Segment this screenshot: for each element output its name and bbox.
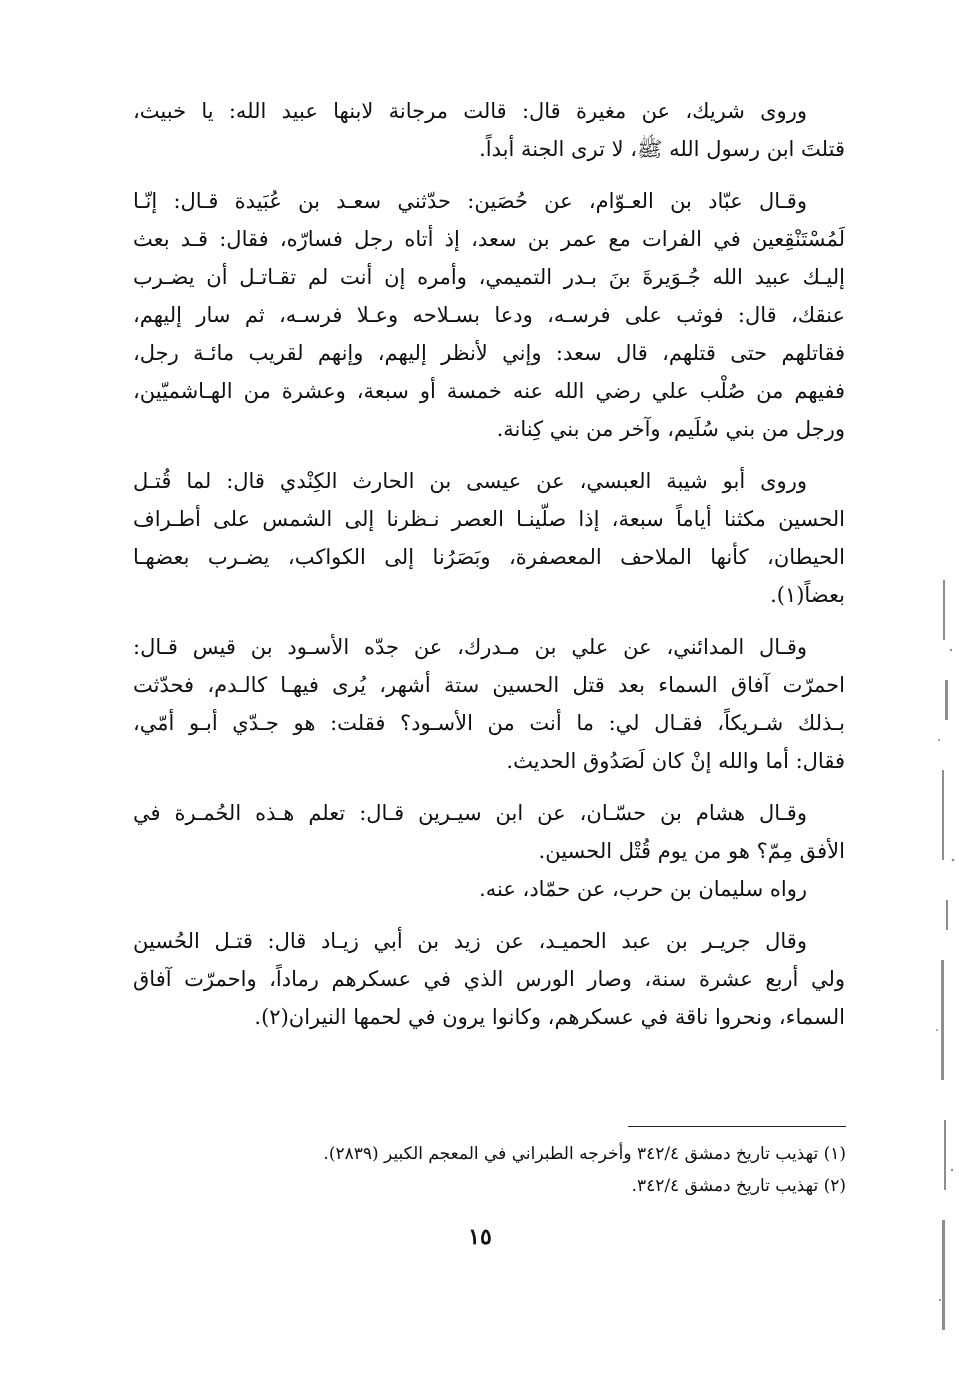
footnote: (٢) تهذيب تاريخ دمشق ٣٤٢/٤. [631, 1176, 846, 1196]
text-line: وقال جريـر بن عبد الحميـد، عن زيد بن أبي زيـاد قال: قتـل الحُسين [133, 929, 807, 953]
text-line: وقـال عبّاد بن العـوّام، عن حُصَين: حدّثني سعـد بن عُبَيدة قـال: إنّـا [133, 189, 807, 213]
paragraph [133, 794, 845, 908]
text-line: بـذلك شـريكاً، فقـال لي: ما أنت من الأسـود؟ فقلت: هو جـدّي أبـو أمّي، [133, 711, 845, 735]
text-line: الحيطان، كأنها الملاحف المعصفرة، وبَصَرُنا إلى الكواكب، يضـرب بعضهـا [133, 545, 845, 569]
text-line: وقـال المدائني، عن علي بن مـدرك، عن جدّه الأسـود بن قيس قـال: [133, 635, 807, 659]
body-text [133, 92, 845, 1036]
text-line: وروى أبو شيبة العبسي، عن عيسى بن الحارث الكِنْدي قال: لما قُتـل [133, 469, 807, 493]
text-line: رواه سليمان بن حرب، عن حمّاد، عنه. [479, 877, 807, 901]
paragraph [133, 182, 845, 448]
footnotes [250, 1138, 846, 1202]
page-number: ١٥ [468, 1224, 492, 1250]
footnote-divider [628, 1126, 846, 1127]
text-line: الحسين مكثنا أياماً سبعة، إذا صلّينـا العصر نـظرنا إلى الشمس على أطـراف [133, 507, 845, 531]
text-line: لَمُسْتَنْقِعين في الفرات مع عمر بن سعد، إذ أتاه رجل فسارّه، فقال: قـد بعث [133, 227, 845, 251]
text-line: ففيهم من صُلْب علي رضي الله عنه خمسة أو سبعة، وعشرة من الهـاشميّين، [133, 379, 845, 403]
text-line: قتلتَ ابن رسول الله ﷺ، لا ترى الجنة أبداً. [479, 137, 845, 161]
text-line: إليـك عبيد الله جُـوَيرةَ بنَ بـدر التميمي، وأمره إن أنت لم تقـاتـل أن يضـرب [133, 265, 845, 289]
paragraph [133, 462, 845, 614]
text-line: احمرّت آفاق السماء بعد قتل الحسين ستة أشهر، يُرى فيهـا كالـدم، فحدّثت [133, 673, 845, 697]
text-line: وروى شريك، عن مغيرة قال: قالت مرجانة لابنها عبيد الله: يا خبيث، [133, 99, 807, 123]
text-line: فقاتلهم حتى قتلهم، قال سعد: وإني لأنظر إليهم، وإنهم لقريب مائـة رجل، [133, 341, 845, 365]
scan-edge-noise [933, 560, 959, 1380]
paragraph [133, 628, 845, 780]
text-line: فقال: أما والله إنْ كان لَصَدُوق الحديث. [506, 749, 845, 773]
paragraph [133, 922, 845, 1036]
text-line: السماء، ونحروا ناقة في عسكرهم، وكانوا يرون في لحمها النيران(٢). [254, 1005, 845, 1029]
text-line: عنقك، قال: فوثب على فرسـه، ودعا بسـلاحه وعـلا فرسـه، ثم سار إليهم، [133, 303, 845, 327]
text-line: ورجل من بني سُلَيم، وآخر من بني كِنانة. [496, 417, 845, 441]
text-line: بعضاً(١). [770, 583, 845, 607]
text-line: ولي أربع عشرة سنة، وصار الورس الذي في عسكرهم رماداً، واحمرّت آفاق [133, 967, 845, 991]
footnote: (١) تهذيب تاريخ دمشق ٣٤٢/٤ وأخرجه الطبراني في المعجم الكبير (٢٨٣٩). [323, 1144, 846, 1164]
paragraph [133, 92, 845, 168]
text-line: الأفق مِمّ؟ هو من يوم قُتْل الحسين. [538, 839, 845, 863]
text-line: وقـال هشام بن حسّـان، عن ابن سيـرين قـال: تعلم هـذه الحُمـرة في [133, 801, 807, 825]
